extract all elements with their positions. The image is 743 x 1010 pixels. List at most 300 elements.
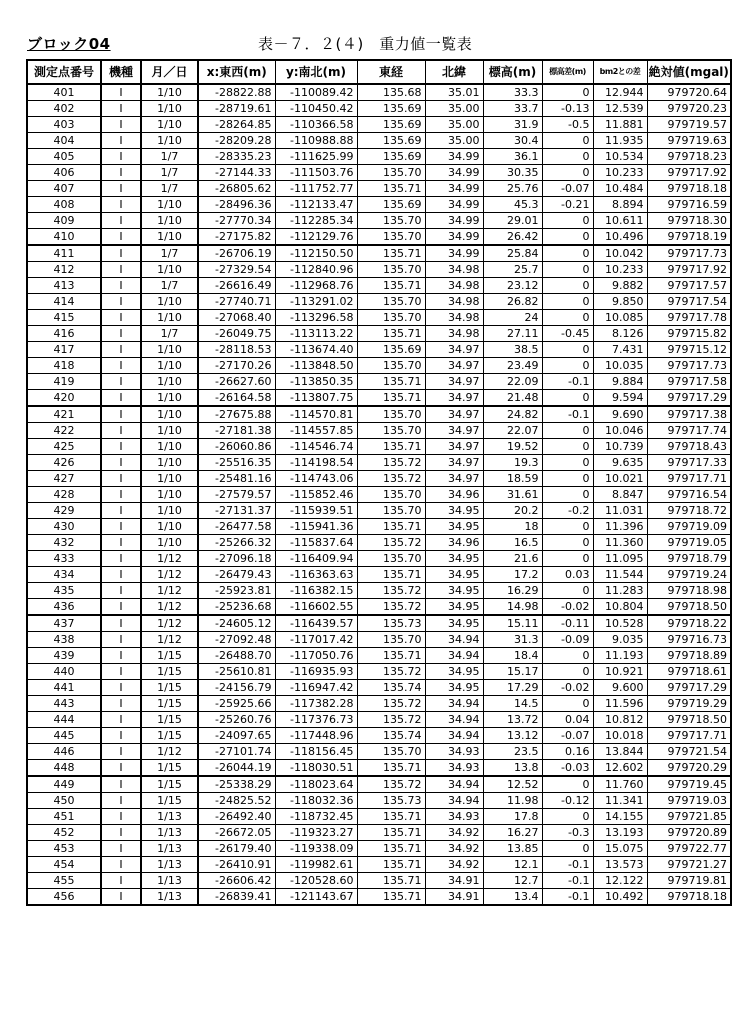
cell-elevation-difference: -0.1 — [542, 873, 593, 889]
cell-x-east-west: -27740.71 — [198, 294, 275, 310]
cell-elevation: 11.98 — [483, 793, 542, 809]
cell-bm2-difference: 10.233 — [593, 262, 647, 278]
table-row — [27, 101, 731, 117]
cell-longitude: 135.71 — [357, 648, 425, 664]
cell-station-number: 417 — [27, 342, 101, 358]
cell-elevation: 16.29 — [483, 583, 542, 599]
table-row — [27, 873, 731, 889]
cell-date: 1/10 — [141, 390, 198, 407]
cell-station-number: 425 — [27, 439, 101, 455]
cell-longitude: 135.71 — [357, 439, 425, 455]
cell-x-east-west: -27170.26 — [198, 358, 275, 374]
cell-absolute-gravity: 979717.92 — [647, 165, 731, 181]
cell-date: 1/13 — [141, 841, 198, 857]
cell-elevation-difference: 0 — [542, 390, 593, 407]
cell-date: 1/13 — [141, 889, 198, 906]
cell-y-north-south: -114546.74 — [275, 439, 357, 455]
table-row — [27, 423, 731, 439]
cell-x-east-west: -28264.85 — [198, 117, 275, 133]
cell-bm2-difference: 11.544 — [593, 567, 647, 583]
cell-y-north-south: -113113.22 — [275, 326, 357, 342]
cell-bm2-difference: 7.431 — [593, 342, 647, 358]
table-row — [27, 406, 731, 423]
cell-longitude: 135.73 — [357, 793, 425, 809]
table-row — [27, 455, 731, 471]
cell-latitude: 34.97 — [425, 358, 483, 374]
cell-date: 1/13 — [141, 809, 198, 825]
cell-instrument: I — [101, 680, 141, 696]
cell-date: 1/12 — [141, 744, 198, 760]
block-label: ブロック04 — [27, 35, 111, 53]
cell-longitude: 135.70 — [357, 310, 425, 326]
table-row — [27, 599, 731, 616]
cell-station-number: 443 — [27, 696, 101, 712]
cell-latitude: 34.92 — [425, 825, 483, 841]
cell-y-north-south: -116363.63 — [275, 567, 357, 583]
cell-bm2-difference: 10.085 — [593, 310, 647, 326]
cell-instrument: I — [101, 213, 141, 229]
cell-elevation: 16.27 — [483, 825, 542, 841]
cell-elevation-difference: -0.2 — [542, 503, 593, 519]
cell-x-east-west: -25266.32 — [198, 535, 275, 551]
cell-x-east-west: -26410.91 — [198, 857, 275, 873]
table-row — [27, 310, 731, 326]
cell-station-number: 445 — [27, 728, 101, 744]
cell-longitude: 135.71 — [357, 825, 425, 841]
cell-date: 1/12 — [141, 583, 198, 599]
cell-x-east-west: -25338.29 — [198, 776, 275, 793]
cell-elevation-difference: -0.09 — [542, 632, 593, 648]
cell-elevation-difference: 0.03 — [542, 567, 593, 583]
cell-absolute-gravity: 979718.72 — [647, 503, 731, 519]
cell-latitude: 34.95 — [425, 680, 483, 696]
cell-x-east-west: -26839.41 — [198, 889, 275, 906]
cell-longitude: 135.70 — [357, 632, 425, 648]
cell-absolute-gravity: 979720.23 — [647, 101, 731, 117]
cell-absolute-gravity: 979718.43 — [647, 439, 731, 455]
cell-elevation: 22.09 — [483, 374, 542, 390]
table-row — [27, 664, 731, 680]
cell-latitude: 34.92 — [425, 841, 483, 857]
cell-instrument: I — [101, 197, 141, 213]
cell-instrument: I — [101, 712, 141, 728]
cell-absolute-gravity: 979719.03 — [647, 793, 731, 809]
table-row — [27, 149, 731, 165]
cell-station-number: 409 — [27, 213, 101, 229]
cell-absolute-gravity: 979717.92 — [647, 262, 731, 278]
cell-station-number: 453 — [27, 841, 101, 857]
cell-longitude: 135.70 — [357, 262, 425, 278]
cell-station-number: 451 — [27, 809, 101, 825]
cell-elevation: 13.8 — [483, 760, 542, 777]
cell-longitude: 135.69 — [357, 101, 425, 117]
cell-latitude: 34.97 — [425, 406, 483, 423]
cell-elevation: 14.98 — [483, 599, 542, 616]
cell-y-north-south: -120528.60 — [275, 873, 357, 889]
table-row — [27, 793, 731, 809]
cell-latitude: 35.01 — [425, 84, 483, 101]
cell-elevation: 18.4 — [483, 648, 542, 664]
cell-latitude: 34.95 — [425, 519, 483, 535]
cell-absolute-gravity: 979716.59 — [647, 197, 731, 213]
cell-x-east-west: -26044.19 — [198, 760, 275, 777]
table-row — [27, 632, 731, 648]
cell-elevation: 22.07 — [483, 423, 542, 439]
cell-station-number: 401 — [27, 84, 101, 101]
cell-absolute-gravity: 979718.50 — [647, 712, 731, 728]
cell-bm2-difference: 10.484 — [593, 181, 647, 197]
cell-absolute-gravity: 979722.77 — [647, 841, 731, 857]
cell-elevation-difference: 0 — [542, 439, 593, 455]
cell-elevation-difference: -0.1 — [542, 406, 593, 423]
table-header-row — [27, 60, 731, 84]
cell-x-east-west: -26606.42 — [198, 873, 275, 889]
table-row — [27, 696, 731, 712]
cell-latitude: 34.93 — [425, 809, 483, 825]
cell-instrument: I — [101, 294, 141, 310]
cell-longitude: 135.74 — [357, 728, 425, 744]
cell-bm2-difference: 11.596 — [593, 696, 647, 712]
cell-date: 1/15 — [141, 793, 198, 809]
cell-latitude: 34.98 — [425, 326, 483, 342]
cell-instrument: I — [101, 101, 141, 117]
cell-longitude: 135.72 — [357, 599, 425, 616]
table-row — [27, 519, 731, 535]
cell-instrument: I — [101, 760, 141, 777]
table-row — [27, 503, 731, 519]
cell-elevation-difference: -0.45 — [542, 326, 593, 342]
cell-elevation: 25.84 — [483, 245, 542, 262]
cell-longitude: 135.72 — [357, 664, 425, 680]
cell-instrument: I — [101, 117, 141, 133]
cell-latitude: 34.93 — [425, 760, 483, 777]
cell-elevation-difference: -0.11 — [542, 615, 593, 632]
cell-instrument: I — [101, 632, 141, 648]
cell-date: 1/15 — [141, 664, 198, 680]
cell-date: 1/7 — [141, 278, 198, 294]
cell-x-east-west: -26805.62 — [198, 181, 275, 197]
cell-instrument: I — [101, 133, 141, 149]
cell-instrument: I — [101, 809, 141, 825]
header-x-east-west: x:東西(m) — [198, 60, 275, 84]
cell-date: 1/13 — [141, 825, 198, 841]
cell-elevation-difference: 0 — [542, 294, 593, 310]
cell-date: 1/13 — [141, 857, 198, 873]
cell-y-north-south: -112133.47 — [275, 197, 357, 213]
cell-absolute-gravity: 979720.64 — [647, 84, 731, 101]
cell-absolute-gravity: 979718.79 — [647, 551, 731, 567]
cell-absolute-gravity: 979721.54 — [647, 744, 731, 760]
cell-x-east-west: -26672.05 — [198, 825, 275, 841]
cell-latitude: 34.94 — [425, 712, 483, 728]
cell-date: 1/12 — [141, 632, 198, 648]
cell-bm2-difference: 10.921 — [593, 664, 647, 680]
cell-x-east-west: -28496.36 — [198, 197, 275, 213]
cell-longitude: 135.72 — [357, 535, 425, 551]
cell-bm2-difference: 9.594 — [593, 390, 647, 407]
cell-x-east-west: -25516.35 — [198, 455, 275, 471]
cell-station-number: 444 — [27, 712, 101, 728]
cell-station-number: 411 — [27, 245, 101, 262]
cell-station-number: 446 — [27, 744, 101, 760]
cell-absolute-gravity: 979717.78 — [647, 310, 731, 326]
cell-y-north-south: -116409.94 — [275, 551, 357, 567]
cell-bm2-difference: 10.042 — [593, 245, 647, 262]
cell-elevation-difference: 0 — [542, 423, 593, 439]
cell-latitude: 34.99 — [425, 149, 483, 165]
cell-elevation-difference: -0.1 — [542, 889, 593, 906]
cell-instrument: I — [101, 503, 141, 519]
cell-bm2-difference: 10.233 — [593, 165, 647, 181]
cell-absolute-gravity: 979720.29 — [647, 760, 731, 777]
cell-latitude: 34.97 — [425, 423, 483, 439]
cell-date: 1/7 — [141, 149, 198, 165]
cell-absolute-gravity: 979719.09 — [647, 519, 731, 535]
cell-x-east-west: -26477.58 — [198, 519, 275, 535]
cell-longitude: 135.70 — [357, 229, 425, 246]
cell-station-number: 455 — [27, 873, 101, 889]
cell-y-north-south: -118032.36 — [275, 793, 357, 809]
cell-absolute-gravity: 979715.12 — [647, 342, 731, 358]
cell-absolute-gravity: 979717.29 — [647, 680, 731, 696]
cell-date: 1/10 — [141, 342, 198, 358]
cell-bm2-difference: 11.341 — [593, 793, 647, 809]
cell-instrument: I — [101, 390, 141, 407]
cell-absolute-gravity: 979717.38 — [647, 406, 731, 423]
cell-elevation-difference: 0 — [542, 133, 593, 149]
table-row — [27, 374, 731, 390]
table-row — [27, 326, 731, 342]
header-elevation: 標高(m) — [483, 60, 542, 84]
cell-station-number: 430 — [27, 519, 101, 535]
cell-instrument: I — [101, 776, 141, 793]
cell-station-number: 426 — [27, 455, 101, 471]
cell-date: 1/15 — [141, 776, 198, 793]
cell-bm2-difference: 10.804 — [593, 599, 647, 616]
table-row — [27, 133, 731, 149]
cell-y-north-south: -114198.54 — [275, 455, 357, 471]
cell-elevation: 33.7 — [483, 101, 542, 117]
cell-station-number: 422 — [27, 423, 101, 439]
cell-y-north-south: -113291.02 — [275, 294, 357, 310]
cell-x-east-west: -27175.82 — [198, 229, 275, 246]
cell-y-north-south: -112129.76 — [275, 229, 357, 246]
cell-elevation: 31.9 — [483, 117, 542, 133]
cell-latitude: 34.97 — [425, 374, 483, 390]
cell-absolute-gravity: 979718.18 — [647, 889, 731, 906]
cell-station-number: 403 — [27, 117, 101, 133]
cell-longitude: 135.71 — [357, 567, 425, 583]
cell-date: 1/7 — [141, 165, 198, 181]
cell-bm2-difference: 11.031 — [593, 503, 647, 519]
cell-y-north-south: -114557.85 — [275, 423, 357, 439]
cell-elevation: 13.4 — [483, 889, 542, 906]
table-row — [27, 825, 731, 841]
cell-elevation: 25.76 — [483, 181, 542, 197]
cell-station-number: 420 — [27, 390, 101, 407]
cell-instrument: I — [101, 358, 141, 374]
cell-longitude: 135.69 — [357, 133, 425, 149]
cell-longitude: 135.72 — [357, 776, 425, 793]
cell-y-north-south: -110366.58 — [275, 117, 357, 133]
cell-x-east-west: -26627.60 — [198, 374, 275, 390]
cell-x-east-west: -27101.74 — [198, 744, 275, 760]
cell-instrument: I — [101, 229, 141, 246]
cell-absolute-gravity: 979717.29 — [647, 390, 731, 407]
table-row — [27, 889, 731, 906]
cell-x-east-west: -27096.18 — [198, 551, 275, 567]
cell-elevation-difference: -0.1 — [542, 374, 593, 390]
cell-date: 1/10 — [141, 133, 198, 149]
cell-longitude: 135.72 — [357, 471, 425, 487]
cell-instrument: I — [101, 406, 141, 423]
cell-station-number: 435 — [27, 583, 101, 599]
cell-station-number: 440 — [27, 664, 101, 680]
cell-latitude: 35.00 — [425, 133, 483, 149]
cell-longitude: 135.70 — [357, 503, 425, 519]
cell-bm2-difference: 9.690 — [593, 406, 647, 423]
cell-longitude: 135.71 — [357, 809, 425, 825]
cell-longitude: 135.71 — [357, 390, 425, 407]
cell-longitude: 135.70 — [357, 406, 425, 423]
cell-station-number: 439 — [27, 648, 101, 664]
cell-y-north-south: -111503.76 — [275, 165, 357, 181]
cell-elevation-difference: 0 — [542, 455, 593, 471]
cell-elevation: 45.3 — [483, 197, 542, 213]
cell-x-east-west: -24097.65 — [198, 728, 275, 744]
cell-latitude: 34.97 — [425, 455, 483, 471]
cell-latitude: 34.99 — [425, 245, 483, 262]
cell-station-number: 418 — [27, 358, 101, 374]
cell-instrument: I — [101, 439, 141, 455]
cell-bm2-difference: 11.881 — [593, 117, 647, 133]
cell-date: 1/10 — [141, 487, 198, 503]
cell-absolute-gravity: 979719.24 — [647, 567, 731, 583]
cell-instrument: I — [101, 825, 141, 841]
cell-bm2-difference: 10.611 — [593, 213, 647, 229]
table-body — [27, 84, 731, 905]
cell-elevation: 26.42 — [483, 229, 542, 246]
cell-elevation: 21.48 — [483, 390, 542, 407]
cell-date: 1/10 — [141, 503, 198, 519]
cell-elevation: 12.1 — [483, 857, 542, 873]
table-row — [27, 390, 731, 407]
cell-elevation-difference: 0 — [542, 535, 593, 551]
cell-longitude: 135.69 — [357, 117, 425, 133]
cell-bm2-difference: 12.539 — [593, 101, 647, 117]
table-row — [27, 213, 731, 229]
cell-latitude: 34.99 — [425, 165, 483, 181]
cell-bm2-difference: 12.944 — [593, 84, 647, 101]
cell-elevation-difference: -0.07 — [542, 181, 593, 197]
cell-bm2-difference: 11.193 — [593, 648, 647, 664]
cell-station-number: 405 — [27, 149, 101, 165]
cell-elevation-difference: 0 — [542, 648, 593, 664]
cell-date: 1/7 — [141, 326, 198, 342]
cell-bm2-difference: 8.126 — [593, 326, 647, 342]
cell-instrument: I — [101, 374, 141, 390]
cell-instrument: I — [101, 84, 141, 101]
cell-longitude: 135.71 — [357, 873, 425, 889]
cell-date: 1/15 — [141, 648, 198, 664]
cell-elevation: 36.1 — [483, 149, 542, 165]
cell-absolute-gravity: 979717.58 — [647, 374, 731, 390]
cell-elevation-difference: -0.3 — [542, 825, 593, 841]
table-row — [27, 278, 731, 294]
cell-x-east-west: -26706.19 — [198, 245, 275, 262]
cell-y-north-south: -118732.45 — [275, 809, 357, 825]
cell-absolute-gravity: 979717.57 — [647, 278, 731, 294]
cell-bm2-difference: 11.396 — [593, 519, 647, 535]
table-row — [27, 583, 731, 599]
cell-station-number: 415 — [27, 310, 101, 326]
table-row — [27, 262, 731, 278]
cell-elevation: 13.85 — [483, 841, 542, 857]
cell-bm2-difference: 11.095 — [593, 551, 647, 567]
cell-instrument: I — [101, 583, 141, 599]
cell-elevation-difference: 0 — [542, 262, 593, 278]
cell-elevation: 15.17 — [483, 664, 542, 680]
cell-instrument: I — [101, 599, 141, 616]
cell-elevation: 38.5 — [483, 342, 542, 358]
cell-absolute-gravity: 979718.89 — [647, 648, 731, 664]
cell-station-number: 402 — [27, 101, 101, 117]
cell-longitude: 135.71 — [357, 760, 425, 777]
cell-y-north-south: -112285.34 — [275, 213, 357, 229]
cell-bm2-difference: 8.894 — [593, 197, 647, 213]
cell-latitude: 34.91 — [425, 889, 483, 906]
cell-absolute-gravity: 979717.71 — [647, 728, 731, 744]
cell-x-east-west: -25481.16 — [198, 471, 275, 487]
cell-latitude: 34.98 — [425, 310, 483, 326]
cell-longitude: 135.70 — [357, 165, 425, 181]
cell-elevation: 17.8 — [483, 809, 542, 825]
cell-latitude: 34.97 — [425, 471, 483, 487]
cell-y-north-south: -116935.93 — [275, 664, 357, 680]
cell-longitude: 135.69 — [357, 149, 425, 165]
table-row — [27, 165, 731, 181]
cell-absolute-gravity: 979717.74 — [647, 423, 731, 439]
gravity-value-table — [26, 59, 732, 906]
cell-absolute-gravity: 979719.45 — [647, 776, 731, 793]
table-row — [27, 841, 731, 857]
cell-date: 1/7 — [141, 181, 198, 197]
cell-y-north-south: -117017.42 — [275, 632, 357, 648]
cell-elevation-difference: 0 — [542, 213, 593, 229]
cell-longitude: 135.70 — [357, 358, 425, 374]
table-row — [27, 615, 731, 632]
cell-bm2-difference: 10.018 — [593, 728, 647, 744]
cell-date: 1/10 — [141, 519, 198, 535]
cell-absolute-gravity: 979719.63 — [647, 133, 731, 149]
cell-x-east-west: -27181.38 — [198, 423, 275, 439]
table-row — [27, 117, 731, 133]
cell-y-north-south: -110089.42 — [275, 84, 357, 101]
cell-elevation-difference: 0 — [542, 229, 593, 246]
cell-absolute-gravity: 979720.89 — [647, 825, 731, 841]
cell-absolute-gravity: 979717.71 — [647, 471, 731, 487]
cell-absolute-gravity: 979718.22 — [647, 615, 731, 632]
cell-elevation-difference: -0.12 — [542, 793, 593, 809]
cell-latitude: 34.95 — [425, 503, 483, 519]
cell-y-north-south: -112150.50 — [275, 245, 357, 262]
cell-latitude: 34.98 — [425, 278, 483, 294]
cell-latitude: 34.95 — [425, 567, 483, 583]
cell-absolute-gravity: 979717.33 — [647, 455, 731, 471]
cell-elevation-difference: 0 — [542, 245, 593, 262]
table-row — [27, 245, 731, 262]
cell-station-number: 419 — [27, 374, 101, 390]
